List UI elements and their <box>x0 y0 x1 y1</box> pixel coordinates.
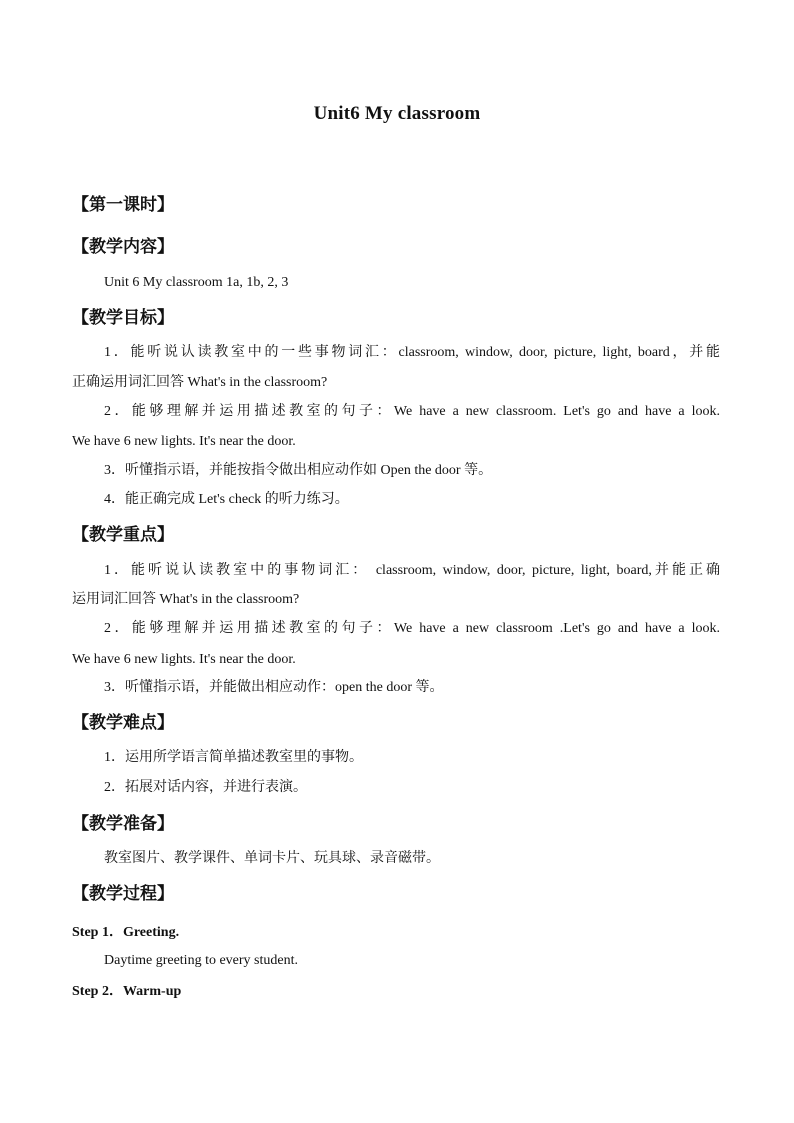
goals-item2-line1: 2．能够理解并运用描述教室的句子：We have a new classroom. Let's go and have a look. <box>104 404 720 419</box>
content-text: Unit 6 My classroom 1a, 1b, 2, 3 <box>104 275 289 290</box>
goals-item2-line2: We have 6 new lights. It's near the door. <box>72 434 296 449</box>
step1-heading: Step 1．Greeting. <box>72 925 180 940</box>
key-points-heading: 【教学重点】 <box>72 525 174 544</box>
difficulties-item1: 1．运用所学语言简单描述教室里的事物。 <box>104 750 363 765</box>
goals-item4: 4．能正确完成 Let's check 的听力练习。 <box>104 492 349 507</box>
key-points-item1-line2: 运用词汇回答 What's in the classroom? <box>72 592 300 607</box>
difficulties-heading: 【教学难点】 <box>72 713 174 732</box>
goals-heading: 【教学目标】 <box>72 308 174 327</box>
key-points-item2-line2: We have 6 new lights. It's near the door. <box>72 652 296 667</box>
key-points-item2-line1: 2．能够理解并运用描述教室的句子：We have a new classroom .Let's go and have a look. <box>104 621 720 636</box>
document-title: Unit6 My classroom <box>313 103 481 124</box>
process-heading: 【教学过程】 <box>72 884 174 903</box>
key-points-item1-line1: 1．能听说认读教室中的事物词汇： classroom, window, door, picture, light, board,并能正确 <box>104 563 720 578</box>
step1-text: Daytime greeting to every student. <box>104 953 298 968</box>
difficulties-item2: 2．拓展对话内容，并进行表演。 <box>104 780 307 795</box>
preparation-heading: 【教学准备】 <box>72 814 174 833</box>
lesson-heading: 【第一课时】 <box>72 195 174 214</box>
key-points-item3: 3．听懂指示语，并能做出相应动作：open the door 等。 <box>104 680 444 695</box>
content-heading: 【教学内容】 <box>72 237 174 256</box>
preparation-text: 教室图片、教学课件、单词卡片、玩具球、录音磁带。 <box>104 851 440 866</box>
goals-item3: 3．听懂指示语，并能按指令做出相应动作如 Open the door 等。 <box>104 463 493 478</box>
step2-heading: Step 2．Warm-up <box>72 984 182 999</box>
goals-item1-line1: 1．能听说认读教室中的一些事物词汇：classroom, window, door, picture, light, board，并能 <box>104 345 720 360</box>
goals-item1-line2: 正确运用词汇回答 What's in the classroom? <box>72 375 328 390</box>
